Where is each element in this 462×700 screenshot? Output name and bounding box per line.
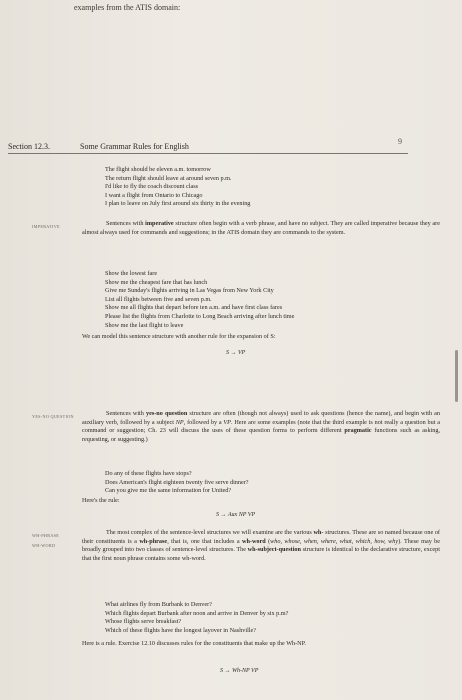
margin-note-yes-no: YES-NO QUESTION (32, 414, 74, 419)
para-text: structure is identical to the declarative structure, except that the first noun phrase contains some wh-word. (82, 546, 440, 562)
rule-s-vp: S → VP (226, 350, 246, 356)
para-text: , followed by a (183, 418, 224, 426)
top-caption: examples from the ATIS domain: (74, 3, 181, 12)
margin-note-wh-word: WH-WORD (32, 543, 56, 548)
para-text: The most complex of the sentence-level structures we will examine are the various (106, 529, 314, 536)
example-line: What airlines fly from Burbank to Denver? (105, 601, 212, 608)
margin-note-imperative: IMPERATIVE (32, 224, 60, 229)
para-text: Sentences with (106, 220, 146, 227)
example-line: I want a flight from Ontario to Chicago (105, 191, 203, 199)
section-title: Some Grammar Rules for English (80, 142, 189, 151)
example-line: Give me Sunday's flights arriving in Las Vegas from New York City (105, 287, 274, 295)
heres-rule-line: Here's the rule: (82, 497, 120, 504)
example-line: Show the lowest fare (105, 270, 158, 277)
term-wh-phrase: wh-phrase (139, 537, 168, 545)
yes-no-examples (105, 470, 249, 496)
page-number: 9 (398, 137, 402, 146)
example-line: Can you give me the same information for United? (105, 487, 232, 495)
example-line: I'd like to fly the coach discount class (105, 183, 199, 191)
example-line: Do any of these flights have stops? (105, 470, 192, 477)
example-line: Please list the flights from Charlotte to Long Beach arriving after lunch time (105, 312, 295, 320)
term-yes-no: yes-no question (145, 410, 188, 417)
wh-word-list: who, whose, when, where, what, which, how, why (270, 537, 399, 545)
example-line: The return flight should leave at around seven p.m. (105, 174, 232, 182)
term-wh-word: wh-word (241, 537, 266, 545)
para-text: structure often begin with a verb phrase, and have no subject. They are called imperative because they are almost always used for commands and suggestions; in the ATIS domain they are commands to the system. (82, 220, 440, 236)
example-line: The flight should be eleven a.m. tomorrow (105, 166, 211, 173)
margin-note-wh-phrase: WH-PHRASE (32, 533, 60, 538)
model-line: We can model this sentence structure with another rule for the expansion of S: (82, 333, 276, 340)
imperative-examples (105, 270, 294, 330)
wh-examples (105, 601, 288, 635)
term-pragmatic: pragmatic (344, 427, 372, 435)
para-text: structure are often (though not always) used to ask questions (hence the name), and begin with an auxiliary verb, followed by a subject (82, 410, 440, 426)
example-line: Show me the cheapest fare that has lunch (105, 278, 208, 286)
term-wh: wh- (313, 529, 324, 536)
term-np: NP (175, 418, 184, 426)
para-text: , that is, one that includes a (167, 537, 242, 545)
para-text: . Here are some examples (note that the third example is not really a question but a command or suggestion; Ch. 23 will discuss the uses of these question forms to perform different (82, 418, 440, 435)
example-line: Show me the last flight to leave (105, 321, 184, 329)
example-line: List all flights between five and seven p.m. (105, 295, 212, 303)
para-text: Sentences with (106, 410, 146, 417)
scrollbar-thumb[interactable] (455, 350, 458, 402)
section-number: Section 12.3. (8, 142, 50, 151)
para-text: ( (265, 537, 271, 545)
header-rule (8, 153, 408, 154)
para-text: ). These may be broadly grouped into two classes of sentence-level structures. The (82, 537, 441, 554)
term-wh-subject-question: wh-subject-question (247, 546, 301, 554)
example-line: Which flights depart Burbank after noon and arrive in Denver by six p.m? (105, 609, 289, 617)
yes-no-paragraph (82, 410, 440, 444)
exercise-line: Here is a rule. Exercise 12.10 discusses rules for the constituents that make up the Wh-NP. (82, 640, 306, 647)
example-line: Does American's flight eighteen twenty five serve dinner? (105, 478, 249, 486)
rule-s-aux-np-vp: S → Aux NP VP (216, 512, 256, 518)
para-text: structures. These are so named because one of their constituents is a (82, 529, 440, 545)
declarative-examples (105, 166, 250, 209)
para-text: functions such as asking, requesting, or suggesting.) (82, 427, 440, 443)
imperative-paragraph (82, 220, 440, 237)
term-vp: VP (223, 418, 231, 426)
wh-paragraph (82, 529, 440, 563)
example-line: I plan to leave on July first around six thirty in the evening (105, 200, 251, 208)
example-line: Whose flights serve breakfast? (105, 618, 182, 626)
example-line: Show me all flights that depart before ten a.m. and have first class fares (105, 304, 283, 312)
rule-s-wh-np-vp: S → Wh-NP VP (220, 668, 259, 674)
term-imperative: imperative (145, 220, 174, 227)
example-line: Which of these flights have the longest layover in Nashville? (105, 626, 257, 634)
